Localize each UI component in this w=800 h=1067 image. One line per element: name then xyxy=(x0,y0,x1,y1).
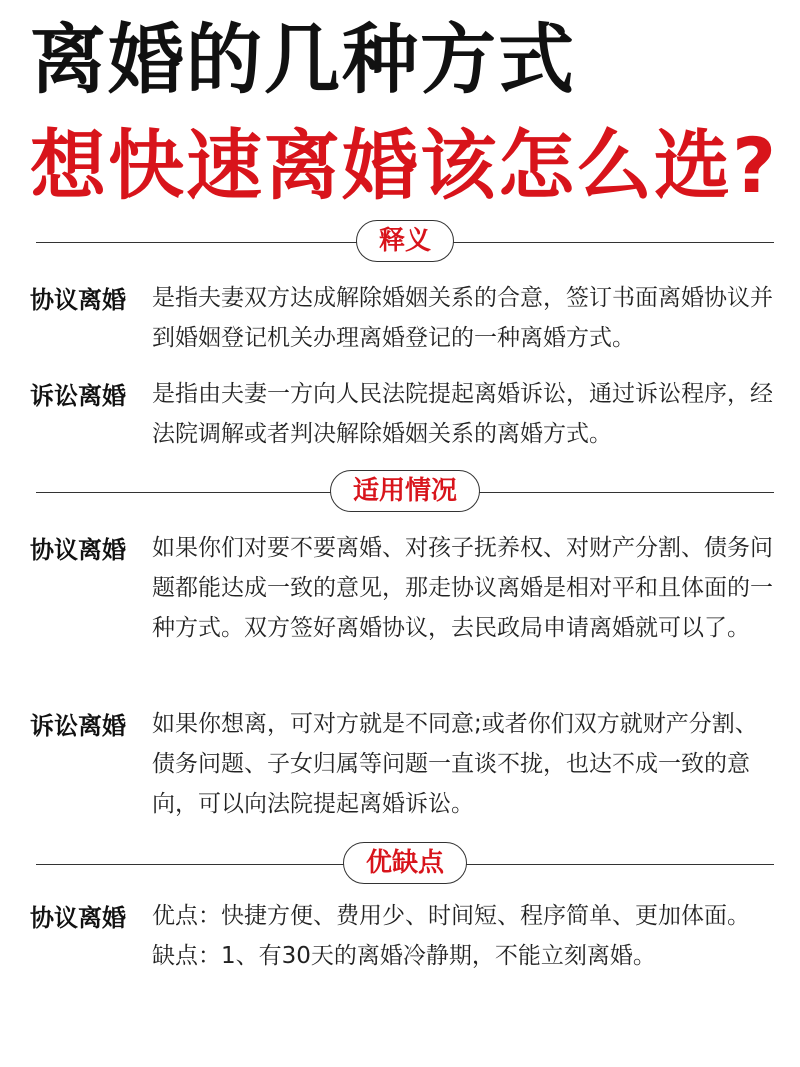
section-divider-pros-cons xyxy=(36,842,774,886)
section-divider-applicable xyxy=(36,470,774,514)
entry-label: 诉讼离婚 xyxy=(30,382,126,410)
pros-text: 优点：快捷方便、费用少、时间短、程序简单、更加体面。 xyxy=(152,903,750,929)
section-heading-applicable: 适用情况 xyxy=(330,470,480,512)
subtitle: 想快速离婚该怎么选? xyxy=(30,121,779,210)
entry-label: 诉讼离婚 xyxy=(30,712,126,740)
entry-text: 是指由夫妻一方向人民法院提起离婚诉讼，通过诉讼程序，经法院调解或者判决解除婚姻关系的离婚方式。 xyxy=(152,381,773,447)
entry-label: 协议离婚 xyxy=(30,536,126,564)
section-divider-definition xyxy=(36,220,774,264)
section-heading-definition: 释义 xyxy=(356,220,454,262)
entry-text: 是指夫妻双方达成解除婚姻关系的合意，签订书面离婚协议并到婚姻登记机关办理离婚登记的一种离婚方式。 xyxy=(152,285,773,351)
entry-text: 如果你想离，可对方就是不同意;或者你们双方就财产分割、债务问题、子女归属等问题一直谈不拢，也达不成一致的意向，可以向法院提起离婚诉讼。 xyxy=(152,711,758,817)
section-heading-pros-cons: 优缺点 xyxy=(343,842,467,884)
main-title: 离婚的几种方式 xyxy=(30,15,576,104)
entry-label: 协议离婚 xyxy=(30,904,126,932)
entry-label: 协议离婚 xyxy=(30,286,126,314)
entry-text: 如果你们对要不要离婚、对孩子抚养权、对财产分割、债务问题都能达成一致的意见，那走协议离婚是相对平和且体面的一种方式。双方签好离婚协议，去民政局申请离婚就可以了。 xyxy=(152,535,773,641)
entry-text xyxy=(152,896,774,976)
cons-text: 缺点：1、有30天的离婚冷静期，不能立刻离婚。 xyxy=(152,943,656,969)
